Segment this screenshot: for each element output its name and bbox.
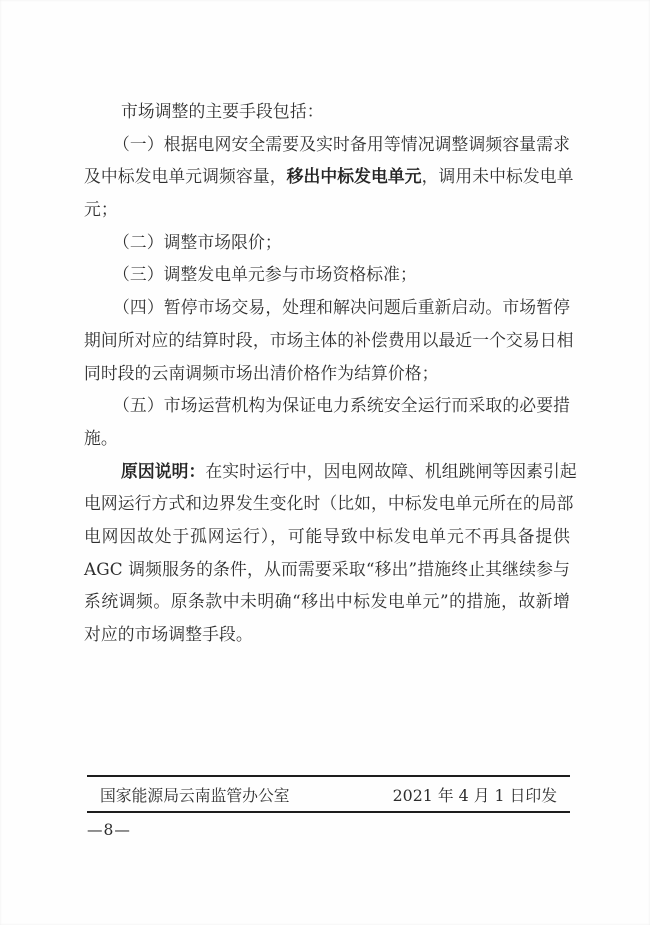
document-body bbox=[84, 95, 577, 651]
text-line bbox=[84, 585, 570, 618]
text-segment: （一）根据电网安全需要及实时备用等情况调整调频容量需求 bbox=[113, 133, 570, 154]
text-line bbox=[84, 258, 570, 291]
text-line bbox=[84, 357, 570, 390]
text-line bbox=[84, 324, 574, 357]
footer-rule-bottom bbox=[87, 811, 570, 813]
footer-issuer: 国家能源局云南监管办公室 bbox=[100, 785, 290, 805]
text-segment: ，调用未中标发电单 bbox=[421, 166, 574, 187]
text-line bbox=[84, 553, 570, 586]
text-line bbox=[84, 160, 574, 193]
text-segment: 电网运行方式和边界发生变化时（比如，中标发电单元所在的局部 bbox=[84, 493, 574, 514]
footer-row bbox=[100, 777, 557, 811]
text-segment: 施。 bbox=[84, 427, 118, 448]
text-line bbox=[84, 193, 570, 226]
text-line bbox=[84, 618, 570, 651]
text-segment: 元； bbox=[84, 199, 118, 220]
text-segment: 同时段的云南调频市场出清价格作为结算价格； bbox=[84, 362, 439, 383]
text-segment: 对应的市场调整手段。 bbox=[84, 624, 253, 644]
text-line bbox=[84, 389, 570, 422]
text-line bbox=[84, 128, 570, 161]
bold-text-segment: 移出中标发电单元 bbox=[286, 166, 422, 187]
text-segment: 电网因故处于孤网运行），可能导致中标发电单元不再具备提供 bbox=[84, 525, 570, 546]
bold-text-segment: 原因说明： bbox=[121, 460, 206, 481]
text-segment: 期间所对应的结算时段，市场主体的补偿费用以最近一个交易日相 bbox=[84, 329, 574, 350]
text-line bbox=[84, 226, 570, 259]
text-segment: 市场调整的主要手段包括： bbox=[121, 101, 324, 121]
page-number: —8— bbox=[87, 821, 131, 839]
text-line bbox=[84, 455, 577, 488]
text-line bbox=[84, 291, 570, 324]
text-segment: （四）暂停市场交易，处理和解决问题后重新启动。市场暂停 bbox=[113, 297, 570, 318]
text-segment: 系统调频。原条款中未明确“移出中标发电单元”的措施，故新增 bbox=[84, 591, 570, 612]
text-segment: 及中标发电单元调频容量， bbox=[84, 166, 287, 187]
text-segment: （三）调整发电单元参与市场资格标准； bbox=[113, 264, 417, 285]
text-segment: （五）市场运营机构为保证电力系统安全运行而采取的必要措 bbox=[113, 395, 570, 416]
footer-print-date: 2021 年 4 月 1 日印发 bbox=[392, 785, 557, 805]
text-line bbox=[84, 520, 570, 553]
text-line bbox=[84, 95, 570, 128]
text-line bbox=[84, 487, 574, 520]
text-segment: 在实时运行中，因电网故障、机组跳闸等因素引起 bbox=[205, 460, 577, 481]
text-line bbox=[84, 422, 570, 455]
text-segment: AGC 调频服务的条件，从而需要采取“移出”措施终止其继续参与 bbox=[84, 558, 570, 579]
text-segment: （二）调整市场限价； bbox=[113, 231, 282, 252]
